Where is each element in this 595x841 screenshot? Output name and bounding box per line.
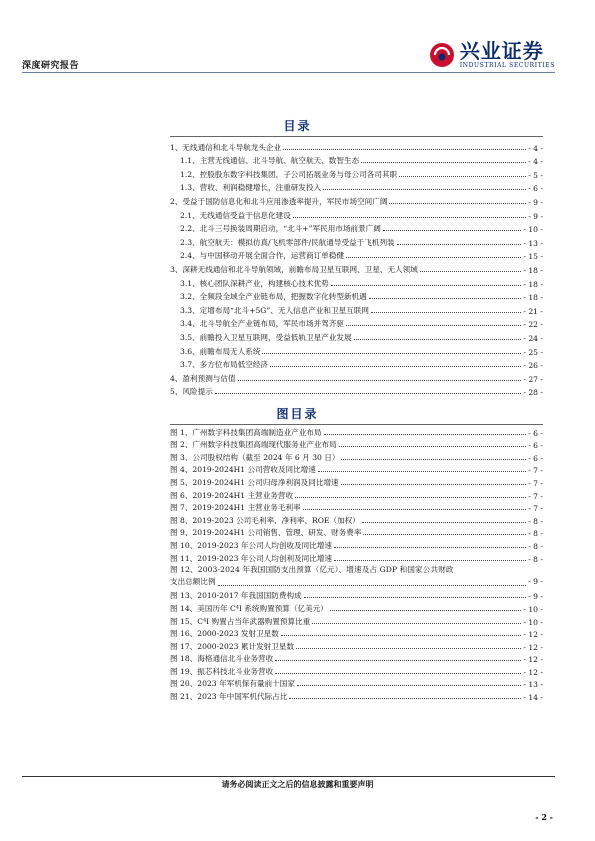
dot-leader: [270, 365, 521, 367]
dot-leader: [295, 496, 526, 498]
figure-entry[interactable]: [170, 689, 543, 702]
dot-leader: [383, 229, 522, 231]
figure-entry-label: 图 9、2019-2024H1 公司销售、管理、研发、财务费率: [170, 528, 362, 538]
dot-leader: [215, 392, 522, 394]
toc-entry-page: - 27 -: [523, 374, 543, 384]
figure-entry-label: 图 20、2023 年军机保有量前十国家: [170, 679, 295, 689]
page-number: - 2 -: [535, 812, 553, 822]
toc-entry[interactable]: [170, 193, 543, 207]
figure-entry-label: 图 8、2019-2023 公司毛利率、净利率、ROE（加权）: [170, 515, 360, 525]
dot-leader: [369, 297, 522, 299]
toc-entry[interactable]: [170, 329, 543, 343]
toc-entry-label: 4、盈利预测与估值: [170, 373, 236, 383]
toc-entry-page: - 5 -: [528, 170, 543, 180]
figure-entry-page: - 13 -: [523, 680, 543, 690]
toc-entry-label: 5、风险提示: [170, 387, 213, 397]
toc-entry-page: - 10 -: [523, 225, 543, 235]
toc-entry-label: 1、无线通信和北斗导航龙头企业: [170, 142, 282, 152]
logo-english-name: INDUSTRIAL SECURITIES: [459, 62, 555, 69]
toc-entry-label: 3.1、核心团队深耕产业，构建核心技术优势: [180, 278, 329, 288]
figure-entry[interactable]: [170, 450, 543, 463]
dot-leader: [296, 647, 521, 649]
toc-entry-page: - 26 -: [523, 361, 543, 371]
dot-leader: [289, 697, 521, 699]
figure-entry[interactable]: [170, 526, 543, 539]
toc-entry-page: - 15 -: [523, 252, 543, 262]
figure-entry-label: 图 14、美国历年 C⁴I 系统购置预算（亿美元）: [170, 603, 328, 613]
figure-entry-page: - 7 -: [528, 491, 543, 501]
dot-leader: [420, 270, 522, 272]
toc-entry-page: - 9 -: [528, 197, 543, 207]
toc-entry-page: - 22 -: [523, 320, 543, 330]
figure-entry[interactable]: [170, 639, 543, 652]
figure-entry[interactable]: [170, 551, 543, 564]
toc-entry-page: - 21 -: [523, 306, 543, 316]
toc-entry-label: 3.3、定增布局“北斗+5G”、无人信息产业和卫星互联网: [180, 305, 369, 315]
figure-entry-label: 图 4、2019-2024H1 公司营收及同比增速: [170, 465, 316, 475]
figure-entry[interactable]: [170, 601, 543, 614]
figure-entry-page: - 8 -: [528, 554, 543, 564]
dot-leader: [397, 243, 522, 245]
figure-list-title: 图目录: [276, 407, 319, 421]
figure-entry-label: 图 17、2000-2023 累计发射卫星数: [170, 641, 295, 651]
figure-entry-page: - 8 -: [528, 529, 543, 539]
toc-entry-page: - 4 -: [528, 157, 543, 167]
toc-list: [170, 139, 543, 397]
figure-entry-page: - 9 -: [528, 592, 543, 602]
toc-title-divider: [170, 136, 543, 137]
dot-leader: [283, 148, 526, 150]
dot-leader: [218, 584, 527, 586]
dot-leader: [334, 546, 526, 548]
figure-entry-page: - 10 -: [523, 604, 543, 614]
toc-entry-label: 2.1、无线通信受益于信息化建设: [180, 210, 291, 220]
toc-entry[interactable]: [170, 261, 543, 275]
figure-entry[interactable]: [170, 538, 543, 551]
figure-entry-page: - 12 -: [523, 630, 543, 640]
toc-entry[interactable]: [170, 343, 543, 357]
figure-entry-page: - 7 -: [528, 478, 543, 488]
dot-leader: [281, 634, 522, 636]
toc-entry[interactable]: [170, 302, 543, 316]
figure-entry[interactable]: [170, 589, 543, 602]
figure-entry-page: - 6 -: [528, 428, 543, 438]
dot-leader: [361, 161, 526, 163]
toc-entry-label: 1.3、营收、利润稳健增长，注重研发投入: [180, 183, 322, 193]
toc-entry-page: - 24 -: [523, 333, 543, 343]
dot-leader: [324, 433, 527, 435]
company-logo: [429, 40, 555, 69]
figure-list: [170, 425, 543, 702]
disclaimer-text: 请务必阅读正文之后的信息披露和重要声明: [221, 779, 374, 789]
toc-entry[interactable]: [170, 153, 543, 167]
dot-leader: [331, 284, 522, 286]
toc-entry-label: 3.5、前瞻投入卫星互联网，受益低轨卫星产业发展: [180, 332, 352, 342]
toc-entry[interactable]: [170, 180, 543, 194]
toc-entry-page: - 4 -: [528, 143, 543, 153]
dot-leader: [363, 533, 526, 535]
toc-entry[interactable]: [170, 234, 543, 248]
figure-entry-label-continued: 支出总额比例: [170, 577, 216, 587]
dot-leader: [341, 483, 527, 485]
figure-entry-label: 图 11、2019-2023 年公司人均创利及同比增速: [170, 553, 333, 563]
toc-entry-page: - 18 -: [523, 265, 543, 275]
figure-entry-page: - 8 -: [528, 541, 543, 551]
toc-entry-page: - 9 -: [528, 211, 543, 221]
figure-entry-page: - 14 -: [523, 693, 543, 703]
toc-entry[interactable]: [170, 166, 543, 180]
toc-entry-label: 1.1、主营无线通信、北斗导航、航空航天、数智生态: [180, 156, 360, 166]
toc-entry[interactable]: [170, 207, 543, 221]
toc-entry-page: - 28 -: [523, 388, 543, 398]
figure-entry[interactable]: [170, 627, 543, 640]
logo-chinese-name: 兴业证券: [459, 39, 544, 63]
figure-entry-label: 图 19、振芯科技北斗业务营收: [170, 666, 274, 676]
toc-entry[interactable]: [170, 357, 543, 371]
figure-entry[interactable]: [170, 438, 543, 451]
figure-entry[interactable]: [170, 652, 543, 665]
toc-entry-label: 3.4、北斗导航全产业链布局，军民市场并驾齐驱: [180, 319, 344, 329]
figure-entry-label: 图 3、公司股权结构（截至 2024 年 6 月 30 日）: [170, 452, 340, 462]
toc-entry[interactable]: [170, 384, 543, 398]
toc-entry-label: 2.2、北斗三号换装周期启动，“北斗+”军民用市场前景广阔: [180, 224, 381, 234]
dot-leader: [262, 352, 521, 354]
dot-leader: [304, 596, 527, 598]
toc-entry[interactable]: [170, 221, 543, 235]
figure-entry-label: 图 16、2000-2023 发射卫星数: [170, 629, 279, 639]
dot-leader: [312, 622, 521, 624]
toc-entry[interactable]: [170, 248, 543, 262]
dot-leader: [362, 521, 526, 523]
report-type-label: 深度研究报告: [22, 61, 80, 71]
figure-entry-label: 图 5、2019-2024H1 公司归母净利润及同比增速: [170, 477, 339, 487]
figure-entry[interactable]: [170, 475, 543, 488]
figure-entry-page: - 8 -: [528, 516, 543, 526]
toc-entry-page: - 6 -: [528, 184, 543, 194]
toc-entry-label: 3.6、前瞻布局无人系统: [180, 346, 261, 356]
dot-leader: [323, 188, 526, 190]
figure-entry[interactable]: [170, 463, 543, 476]
figure-entry[interactable]: [170, 501, 543, 514]
toc-entry-label: 3.7、多方位布局低空经济: [180, 360, 269, 370]
toc-entry[interactable]: [170, 289, 543, 303]
figure-entry-page: - 9 -: [528, 577, 543, 587]
figure-entry-page: - 12 -: [523, 667, 543, 677]
figure-entry-page: - 12 -: [523, 642, 543, 652]
dot-leader: [303, 508, 527, 510]
figure-entry-label: 图 10、2019-2023 年公司人均创收及同比增速: [170, 540, 333, 550]
dot-leader: [334, 559, 526, 561]
dot-leader: [275, 672, 521, 674]
figure-entry[interactable]: [170, 677, 543, 690]
figure-entry[interactable]: [170, 664, 543, 677]
figure-entry-label: 图 15、C⁴I 购置占当年武器购置预算比重: [170, 616, 311, 626]
figure-entry-label: 图 2、广州数字科技集团高端现代服务业产业布局: [170, 440, 337, 450]
dot-leader: [238, 379, 522, 381]
dot-leader: [371, 311, 521, 313]
figure-entry-page: - 12 -: [523, 655, 543, 665]
logo-mark-icon: [429, 42, 455, 68]
figure-entry-label: 图 21、2023 年中国军机代际占比: [170, 692, 288, 702]
figure-entry[interactable]: [170, 488, 543, 501]
dot-leader: [354, 338, 522, 340]
dot-leader: [275, 659, 521, 661]
header-divider: [22, 72, 555, 73]
toc-entry-label: 2.4、与中国移动开展全面合作，运营商订单稳健: [180, 251, 344, 261]
dot-leader: [341, 458, 526, 460]
toc-entry-label: 3、深耕无线通信和北斗导航领域，前瞻布局卫星互联网、卫星、无人领域: [170, 264, 418, 274]
dot-leader: [330, 609, 522, 611]
dot-leader: [346, 324, 521, 326]
figure-entry[interactable]: [170, 425, 543, 438]
toc-entry-label: 2.3、航空航天：模拟仿真/飞机零部件/民航通导受益于飞机列装: [180, 237, 395, 247]
dot-leader: [297, 684, 521, 686]
toc-entry[interactable]: [170, 139, 543, 153]
figure-entry-label: 图 7、2019-2024H1 主营业务毛利率: [170, 503, 301, 513]
figure-entry[interactable]: [170, 564, 543, 589]
toc-entry-label: 2、受益于国防信息化和北斗应用渗透率提升，军民市场空间广阔: [170, 196, 388, 206]
toc-entry[interactable]: [170, 275, 543, 289]
dot-leader: [346, 256, 521, 258]
toc-entry-page: - 18 -: [523, 279, 543, 289]
dot-leader: [293, 216, 526, 218]
toc-title: 目录: [283, 119, 312, 133]
figure-entry-label: 图 6、2019-2024H1 主营业务营收: [170, 490, 294, 500]
figure-entry[interactable]: [170, 513, 543, 526]
toc-entry-page: - 13 -: [523, 238, 543, 248]
figure-entry-label: 图 18、海格通信北斗业务营收: [170, 654, 274, 664]
figure-entry-label: 图 13、2010-2017 年我国国防费构成: [170, 591, 302, 601]
figure-entry-label: 图 12、2003-2024 年我国国防支出预算（亿元）、增速及占 GDP 和国家公共财政: [170, 564, 454, 574]
dot-leader: [339, 445, 526, 447]
figure-entry-label: 图 1、广州数字科技集团高端制造业产业布局: [170, 427, 322, 437]
footer-divider: [22, 776, 555, 777]
figure-entry-page: - 7 -: [528, 466, 543, 476]
dot-leader: [399, 175, 526, 177]
dot-leader: [318, 470, 526, 472]
toc-entry[interactable]: [170, 316, 543, 330]
dot-leader: [389, 202, 526, 204]
toc-entry-label: 1.2、控股股东数字科技集团，子公司拓展业务与母公司各司其职: [180, 169, 398, 179]
figure-entry-page: - 6 -: [528, 441, 543, 451]
figure-entry-page: - 6 -: [528, 453, 543, 463]
toc-entry-page: - 18 -: [523, 293, 543, 303]
toc-entry[interactable]: [170, 370, 543, 384]
toc-entry-label: 3.2、全频段全域全产业链布局，把握数字化转型新机遇: [180, 292, 367, 302]
figure-entry-page: - 10 -: [523, 617, 543, 627]
toc-entry-page: - 25 -: [523, 347, 543, 357]
figure-entry-page: - 7 -: [528, 504, 543, 514]
figure-entry[interactable]: [170, 614, 543, 627]
